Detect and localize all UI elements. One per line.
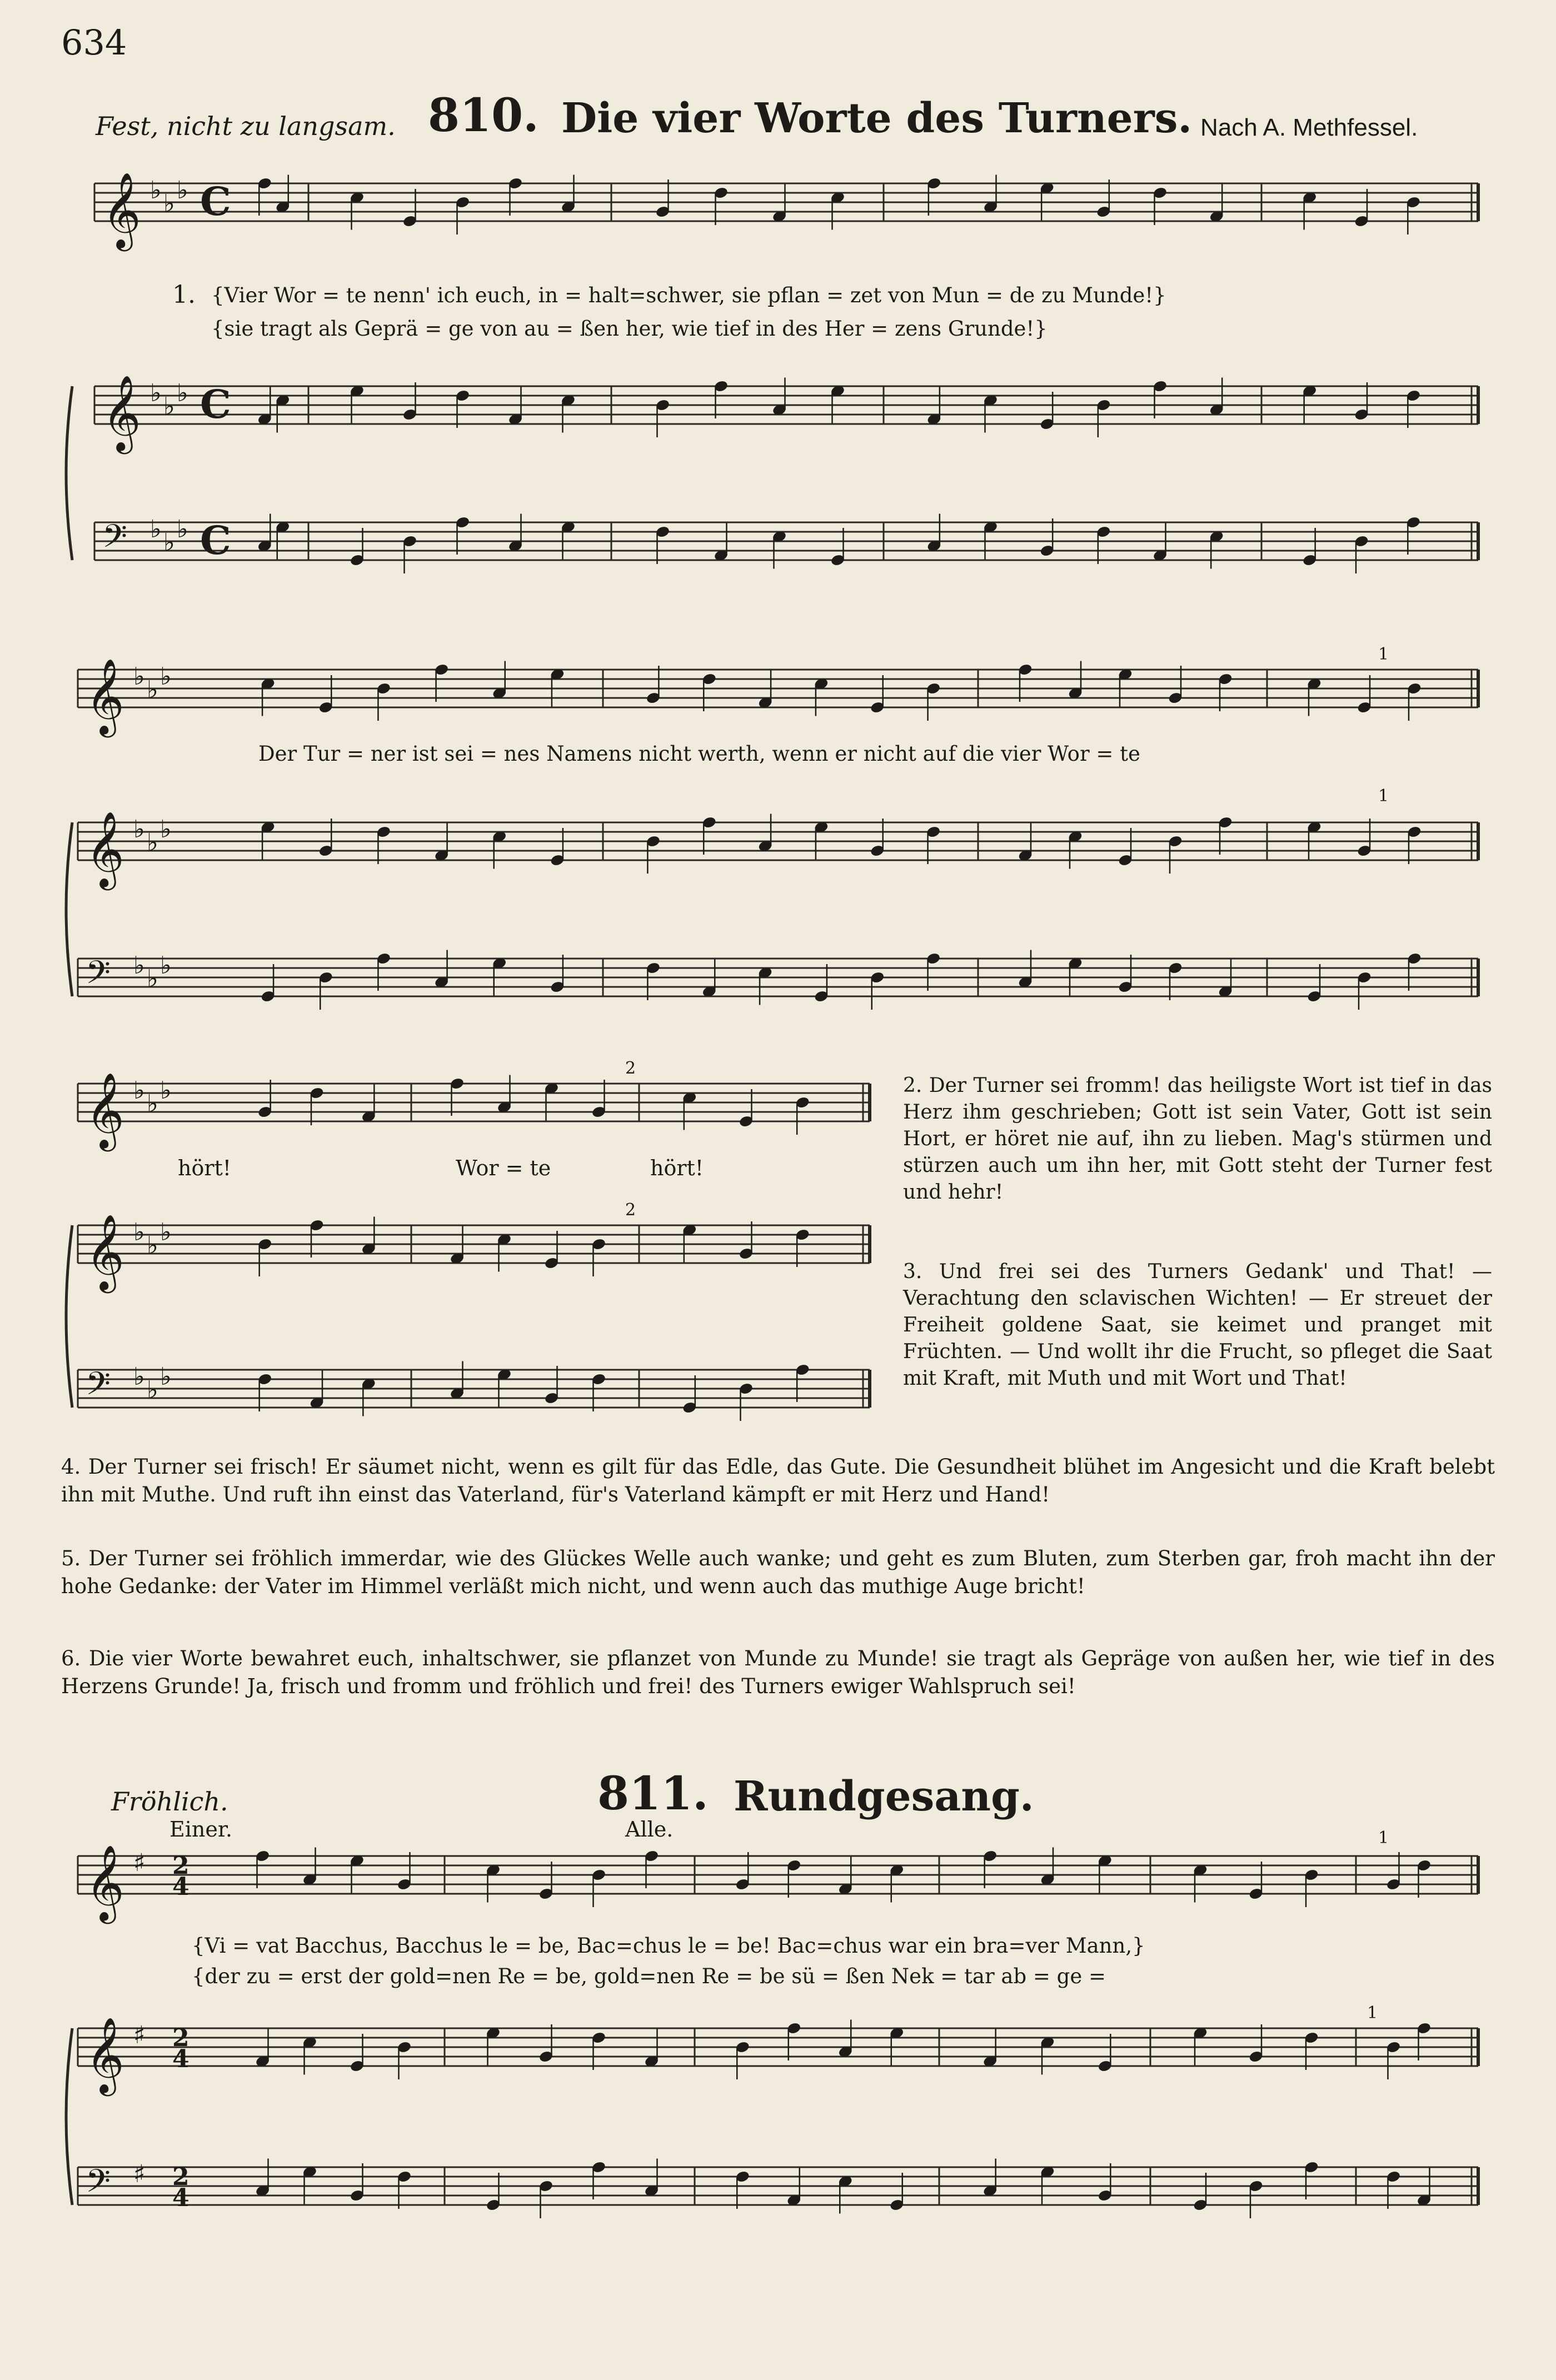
svg-text:♭: ♭ xyxy=(177,515,188,544)
lyric-line-3: Der Tur = ner ist sei = nes Namens nicht werth, wenn er nicht auf die vier Wor = te xyxy=(258,742,1140,766)
lyric-hoert-1: hört! xyxy=(178,1156,232,1180)
svg-text:♭: ♭ xyxy=(147,829,158,857)
tempo-marking-811: Fröhlich. xyxy=(111,1787,228,1817)
svg-text:2: 2 xyxy=(172,2163,189,2191)
svg-text:2: 2 xyxy=(172,1852,189,1880)
tempo-marking-810: Fest, nicht zu langsam. xyxy=(96,111,396,141)
svg-text:♭: ♭ xyxy=(163,528,175,557)
volta-2-label: 2 xyxy=(625,1059,636,1078)
lyric-worte: Wor = te xyxy=(456,1156,551,1180)
composer-credit: Nach A. Methfessel. xyxy=(1200,114,1418,141)
svg-text:4: 4 xyxy=(172,1873,189,1901)
volta-1-label-811-piano: 1 xyxy=(1367,2003,1378,2023)
svg-text:2: 2 xyxy=(172,2024,189,2052)
volta-1-label: 1 xyxy=(1378,645,1389,664)
svg-text:𝄞: 𝄞 xyxy=(86,2016,124,2093)
svg-text:𝄢: 𝄢 xyxy=(86,954,111,999)
svg-text:4: 4 xyxy=(172,2184,189,2212)
verse-4: 4. Der Turner sei frisch! Er säumet nicht, wenn es gilt für das Edle, das Gute. Die Gesundheit blühet im Angesicht und die Kraft belebt ihn mit Muthe. Und ruft ihn einst das Vaterland, für's Vaterland kämpft er mit Herz und Hand! xyxy=(61,1455,1495,1506)
svg-text:𝄢: 𝄢 xyxy=(86,2162,111,2208)
svg-text:𝄞: 𝄞 xyxy=(86,1213,124,1290)
svg-text:♭: ♭ xyxy=(160,1076,172,1105)
lyric-811-line-1: {Vi = vat Bacchus, Bacchus le = be, Bac=chus le = be! Bac=chus war ein bra=ver Mann,} xyxy=(192,1934,1145,1958)
svg-text:♭: ♭ xyxy=(147,1090,158,1118)
svg-text:C: C xyxy=(200,178,231,224)
svg-text:♭: ♭ xyxy=(160,951,172,980)
volta-2-label-piano: 2 xyxy=(625,1200,636,1220)
svg-text:𝄞: 𝄞 xyxy=(86,810,124,887)
page-number: 634 xyxy=(61,22,127,63)
svg-text:C: C xyxy=(200,381,231,427)
svg-text:♭: ♭ xyxy=(133,951,145,980)
svg-text:♯: ♯ xyxy=(133,2021,146,2050)
volta-1-label-piano: 1 xyxy=(1378,786,1389,806)
svg-text:♭: ♭ xyxy=(133,1076,145,1105)
svg-text:♯: ♯ xyxy=(133,2160,146,2189)
svg-text:♭: ♭ xyxy=(150,515,162,544)
svg-text:♭: ♭ xyxy=(150,176,162,205)
svg-text:𝄞: 𝄞 xyxy=(86,657,124,734)
svg-text:♭: ♭ xyxy=(147,1231,158,1260)
svg-text:C: C xyxy=(200,517,231,563)
svg-text:4: 4 xyxy=(172,2045,189,2073)
svg-text:♭: ♭ xyxy=(150,379,162,408)
svg-text:𝄞: 𝄞 xyxy=(102,171,141,248)
lyric-line-1: {Vier Wor = te nenn' ich euch, in = halt=schwer, sie pflan = zet von Mun = de zu Munde!} xyxy=(211,283,1166,307)
lyric-811-line-2: {der zu = erst der gold=nen Re = be, gold=nen Re = be sü = ßen Nek = tar ab = ge = xyxy=(192,1964,1106,1988)
song-title-810: Die vier Worte des Turners. xyxy=(561,94,1193,142)
svg-text:𝄞: 𝄞 xyxy=(86,1844,124,1920)
svg-text:♯: ♯ xyxy=(133,1849,146,1878)
svg-text:𝄞: 𝄞 xyxy=(86,1071,124,1148)
svg-text:♭: ♭ xyxy=(147,965,158,993)
verse-6: 6. Die vier Worte bewahret euch, inhaltschwer, sie pflanzet von Munde zu Munde! sie tragt als Gepräge von außen her, wie tief in des Herzens Grunde! Ja, frisch und fromm und fröhlich und frei! des Turners ewiger Wahlspruch sei! xyxy=(61,1646,1495,1698)
song-number-811: 811. xyxy=(597,1767,709,1820)
svg-text:♭: ♭ xyxy=(160,1218,172,1247)
volta-1-label-811: 1 xyxy=(1378,1828,1389,1848)
svg-text:♭: ♭ xyxy=(133,662,145,691)
verse-number-label: 1. xyxy=(172,281,196,309)
verse-3: 3. Und frei sei des Turners Gedank' und That! — Verachtung den sclavischen Wichten! — Er streuet der Freiheit goldene Saat, sie keimet und pranget mit Früchten. — Und wollt ihr die Frucht, so pfleget die Saat mit Kraft, mit Muth und mit Wort und That! xyxy=(903,1260,1492,1390)
svg-text:♭: ♭ xyxy=(160,662,172,691)
tutti-label: Alle. xyxy=(625,1817,674,1842)
song-number-810: 810. xyxy=(428,89,539,142)
svg-text:♭: ♭ xyxy=(177,176,188,205)
svg-text:♭: ♭ xyxy=(160,1363,172,1391)
svg-text:𝄢: 𝄢 xyxy=(86,1365,111,1410)
svg-text:𝄢: 𝄢 xyxy=(102,517,128,563)
verse-2: 2. Der Turner sei fromm! das heiligste Wort ist tief in das Herz ihm geschrieben; Gott ist sein Vater, Gott ist sein Hort, er höret nie auf, ihn zu lieben. Mag's stürmen und stürzen auch um ihn her, mit Gott steht der Turner fest und hehr! xyxy=(903,1074,1492,1204)
svg-text:♭: ♭ xyxy=(147,1376,158,1404)
svg-text:♭: ♭ xyxy=(147,676,158,704)
svg-text:♭: ♭ xyxy=(133,1363,145,1391)
lyric-hoert-2: hört! xyxy=(650,1156,704,1180)
svg-text:♭: ♭ xyxy=(133,815,145,844)
svg-text:♭: ♭ xyxy=(163,392,175,421)
song-title-811: Rundgesang. xyxy=(734,1773,1034,1820)
svg-text:♭: ♭ xyxy=(163,189,175,218)
svg-text:♭: ♭ xyxy=(133,1218,145,1247)
lyric-line-2: {sie tragt als Geprä = ge von au = ßen her, wie tief in des Her = zens Grunde!} xyxy=(211,317,1048,341)
verse-5: 5. Der Turner sei fröhlich immerdar, wie des Glückes Welle auch wanke; und geht es zum Bluten, zum Sterben gar, froh macht ihn der hohe Gedanke: der Vater im Himmel verläßt mich nicht, und wenn auch das muthige Auge bricht! xyxy=(61,1546,1495,1598)
svg-text:♭: ♭ xyxy=(160,815,172,844)
svg-text:♭: ♭ xyxy=(177,379,188,408)
solo-label: Einer. xyxy=(169,1817,232,1842)
svg-text:𝄞: 𝄞 xyxy=(102,374,141,451)
